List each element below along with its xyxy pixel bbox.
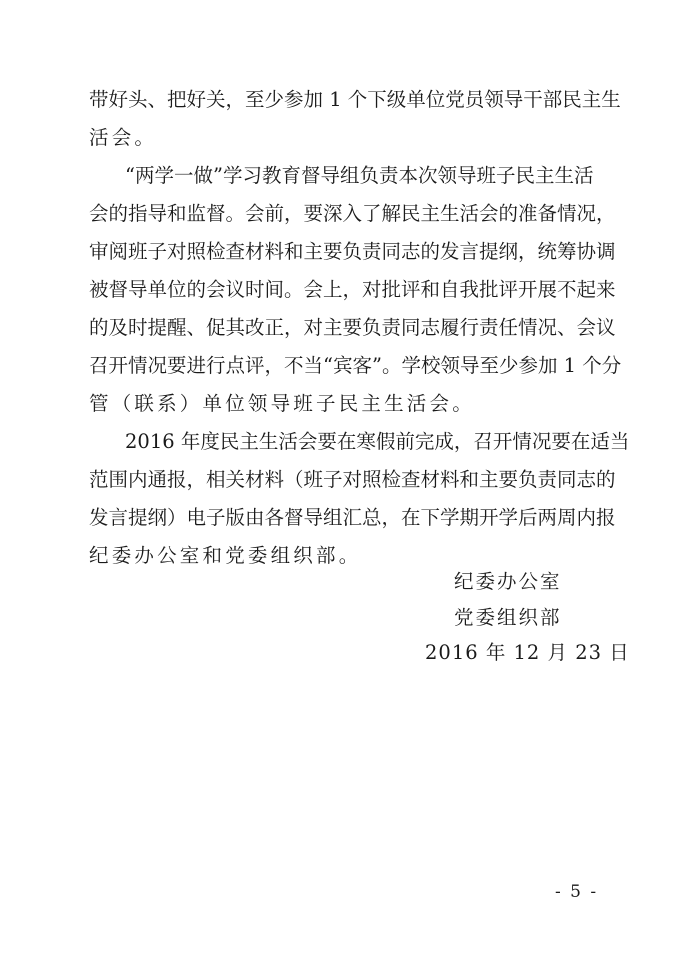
paragraph-1-line-2: 活会。	[89, 126, 158, 149]
page-number: - 5 -	[555, 882, 599, 902]
paragraph-3-line-3: 发言提纲）电子版由各督导组汇总，在下学期开学后两周内报	[89, 506, 616, 529]
paragraph-2-line-4: 被督导单位的会议时间。会上，对批评和自我批评开展不起来	[89, 278, 616, 301]
signature-org-discipline-office: 纪委办公室	[454, 570, 562, 593]
paragraph-2-line-7: 管（联系）单位领导班子民主生活会。	[89, 392, 475, 415]
signature-org-organization-dept: 党委组织部	[454, 606, 562, 629]
paragraph-2-line-6: 召开情况要进行点评，不当“宾客”。学校领导至少参加 1 个分	[89, 354, 622, 377]
paragraph-2-line-2: 会的指导和监督。会前，要深入了解民主生活会的准备情况，	[89, 202, 616, 225]
paragraph-3-line-2: 范围内通报，相关材料（班子对照检查材料和主要负责同志的	[89, 468, 616, 491]
paragraph-2-line-1: “两学一做”学习教育督导组负责本次领导班子民主生活	[125, 164, 594, 187]
paragraph-2-line-3: 审阅班子对照检查材料和主要负责同志的发言提纲，统筹协调	[89, 240, 616, 263]
paragraph-2-line-5: 的及时提醒、促其改正，对主要负责同志履行责任情况、会议	[89, 316, 616, 339]
paragraph-1-line-1: 带好头、把好关，至少参加 1 个下级单位党员领导干部民主生	[89, 88, 621, 111]
paragraph-3-line-1: 2016 年度民主生活会要在寒假前完成，召开情况要在适当	[125, 430, 630, 453]
paragraph-3-line-4: 纪委办公室和党委组织部。	[89, 544, 362, 567]
signature-date: 2016 年 12 月 23 日	[425, 641, 630, 664]
